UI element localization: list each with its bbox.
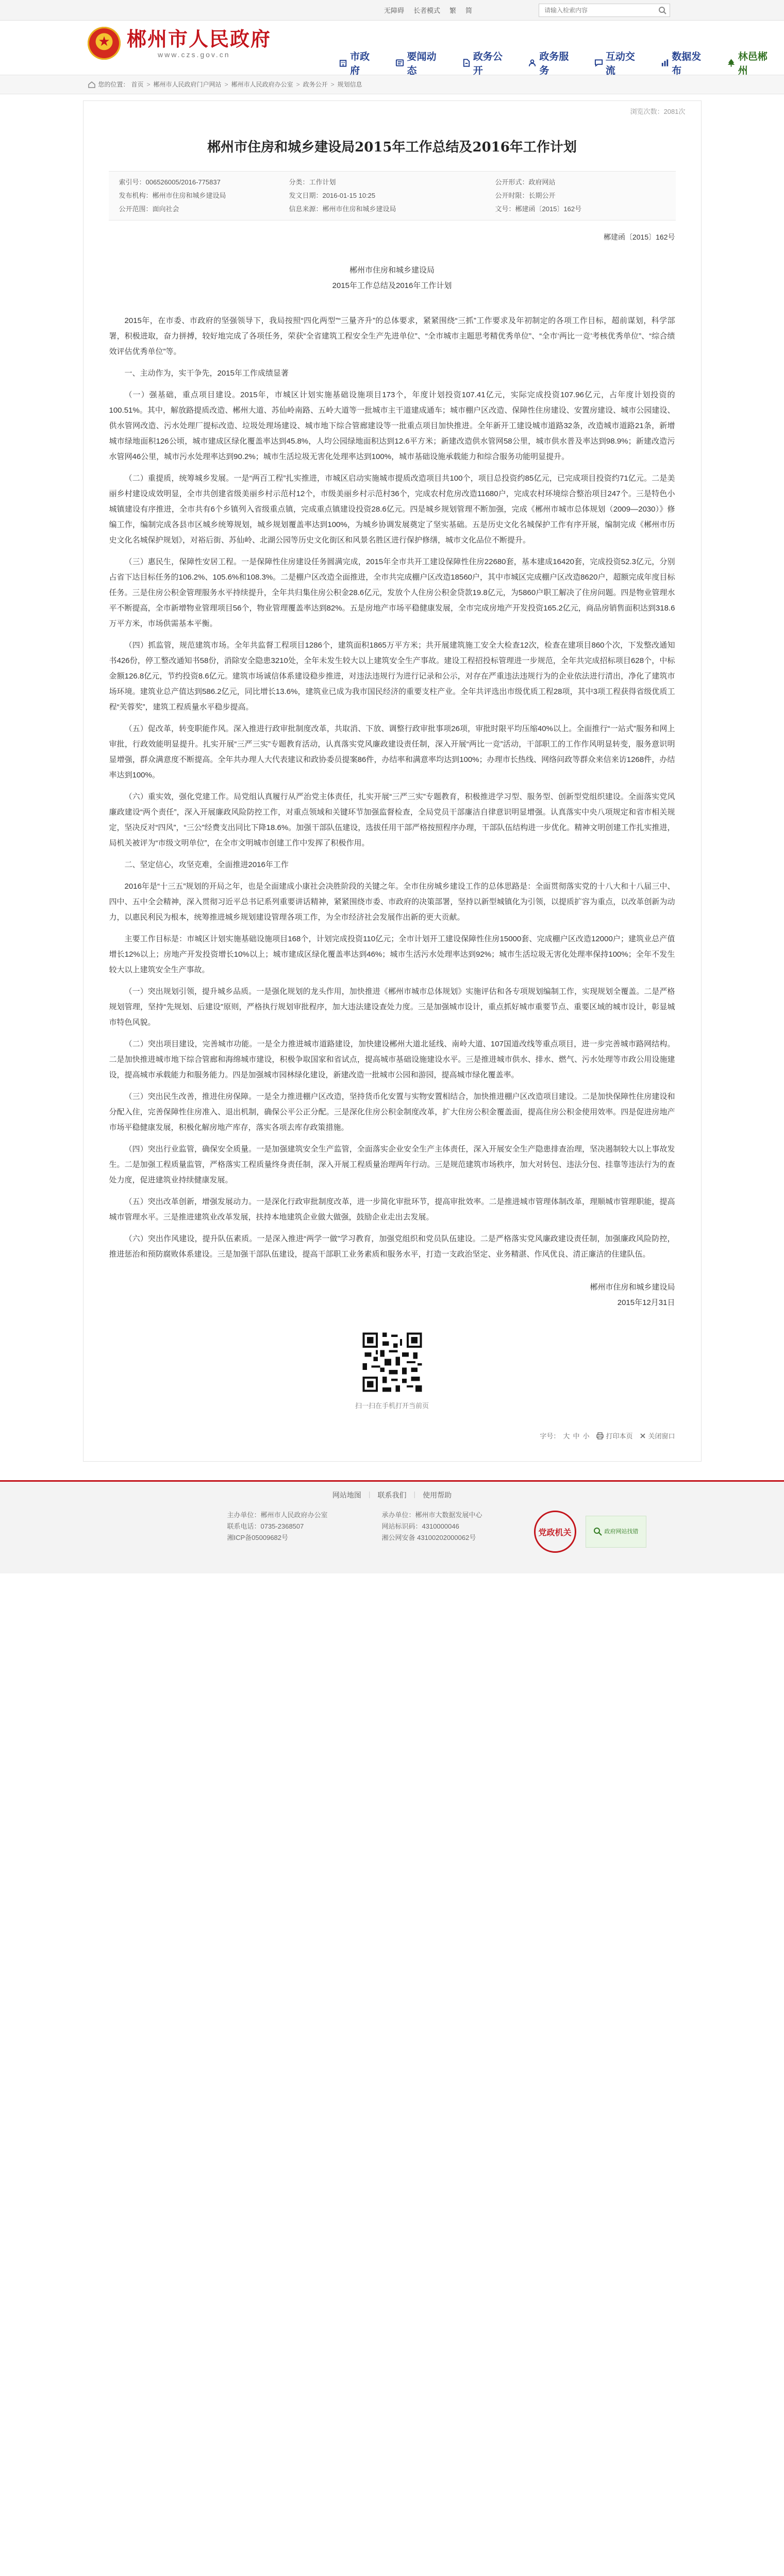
nav-government-affairs[interactable]: 政务公开: [453, 49, 519, 77]
meta-open-period: 公开时限：长期公开: [495, 192, 556, 199]
footer-info: [227, 1510, 537, 1544]
paragraph: （六）突出作风建设，提升队伍素质。一是深入推进“两学一做”学习教育，加强党组织和党员队伍建设。二是严格落实党风廉政建设责任制，加强廉政风险防控，推进惩治和预防腐败体系建设。三是加强干部队伍建设，提高干部职工业务素质和服务水平，打造一支政治坚定、业务精湛、作风优良、清正廉洁的住建队伍。: [109, 1234, 675, 1259]
meta-open-form: 公开形式：政府网站: [495, 178, 556, 186]
article-tools: [84, 1410, 701, 1461]
party-government-badge[interactable]: 党政机关: [534, 1511, 576, 1553]
site-url: www.czs.gov.cn: [158, 50, 230, 59]
breadcrumb-bar: [0, 75, 784, 94]
nav-data-release[interactable]: 数据发布: [652, 49, 718, 77]
paragraph: （五）突出改革创新，增强发展动力。一是深化行政审批制度改革，进一步简化审批环节，提高审批效率。二是推进城市管理体制改革，理顺城市管理职能，提高城市管理水平。三是推进建筑业改革发展，扶持本地建筑企业做大做强，鼓励企业走出去发展。: [109, 1197, 675, 1222]
site-logo[interactable]: [88, 27, 271, 60]
view-count: 浏览次数：2081次: [630, 108, 686, 115]
search-icon: [658, 6, 666, 14]
meta-source: 信息来源：郴州市住房和城乡建设局: [289, 205, 396, 213]
meta-publisher: 发布机构：郴州市住房和城乡建设局: [119, 192, 226, 199]
meta-index-no: 索引号：006526005/2016-775837: [119, 178, 221, 186]
icp-record[interactable]: 湘ICP备05009682号: [227, 1534, 289, 1541]
meta-doc-no: 文号：郴建函〔2015〕162号: [495, 205, 582, 213]
breadcrumb-item[interactable]: 首页: [131, 81, 144, 88]
search-button[interactable]: [655, 4, 670, 16]
signature-organization: 郴州市住房和城乡建设局: [590, 1283, 675, 1292]
article-body: [84, 263, 701, 1410]
article-title: 郴州市住房和城乡建设局2015年工作总结及2016年工作计划: [207, 140, 577, 155]
section-heading: 一、主动作为，实干争先，2015年工作成绩显著: [124, 369, 289, 378]
paragraph: （一）强基础，重点项目建设。2015年，市城区计划实施基础设施项目173个，年度计划投资107.41亿元，实际完成投资107.96亿元，占年度计划投资的100.51%。其中，解放路提质改造、郴州大道、苏仙岭南路、五岭大道等一批城市主干道建成通车；城市棚户区改造、保障性住房建设、安置房建设、城市公园建设、供水管网改造、污水处理厂提标改造、垃圾处理场建设、城市地下综合管廊建设等一批重点项目加快推进。全年新开工建设城市道路32条，改造城市道路21条，新增城市绿地面积126公顷，城市建成区绿化覆盖率达到45.8%，人均公园绿地面积达到12.6平方米；新建改造供水管网58公里，城市供水普及率达到98.9%；新建改造污水管网46公里，城市污水处理率达到90.2%；城市生活垃圾无害化处理率达到100%，城市基础设施承载能力和综合服务功能明显提升。: [109, 391, 675, 461]
sponsor-unit: 主办单位：郴州市人民政府办公室: [227, 1511, 328, 1519]
site-footer: [0, 1480, 784, 1573]
accessibility-link[interactable]: 无障碍: [384, 7, 405, 14]
breadcrumb: [83, 75, 702, 94]
building-icon: [339, 58, 347, 67]
article-subtitle: 2015年工作总结及2016年工作计划: [332, 281, 452, 290]
chevron-right-icon: >: [296, 81, 300, 88]
font-size-medium-button[interactable]: 中: [573, 1432, 580, 1440]
paragraph: （六）重实效，强化党建工作。局党组认真履行从严治党主体责任，扎实开展“三严三实”专题教育，积极推进学习型、服务型、创新型党组织建设。全面落实党风廉政建设“两个责任”，深入开展廉政风险防控工作，对重点领域和关键环节加强监督检查，全局党员干部廉洁自律意识明显增强。认真落实中央八项规定和省市相关规定，坚决反对“四风”，“三公”经费支出同比下降18.6%。加强干部队伍建设，选拔任用干部严格按照程序办理，干部队伍结构进一步优化。精神文明创建工作扎实推进，局机关被评为“市级文明单位”，在全市文明城市创建工作中发挥了积极作用。: [109, 792, 675, 848]
qr-scan-hint: 扫一扫在手机打开当前页: [355, 1402, 429, 1410]
document-number: 郴建函〔2015〕162号: [603, 233, 675, 241]
data-icon: [660, 58, 669, 67]
service-icon: [528, 58, 537, 67]
meta-category: 分类：工作计划: [289, 178, 336, 186]
paragraph: （五）促改革，转变职能作风。深入推进行政审批制度改革，共取消、下放、调整行政审批事项26项，审批时限平均压缩40%以上。全面推行“一站式”服务和网上审批，行政效能明显提升。扎实开展“三严三实”专题教育活动，认真落实党风廉政建设责任制，深入开展“两比一竞”活动，干部职工的工作作风明显转变，服务意识明显增强，群众满意度不断提高。全年共办理人大代表建议和政协委员提案86件，办结率和满意率均达到100%；办理市长热线、网络问政等群众来信来访1268件，办结率达到100%。: [109, 724, 675, 779]
magnifier-icon: [593, 1527, 603, 1536]
printer-icon: [596, 1432, 604, 1439]
paragraph: 2015年，在市委、市政府的坚强领导下，我局按照“四化两型”“三量齐升”的总体要求，紧紧围绕“三抓”工作要求及年初制定的各项工作目标，超前谋划，科学部署，积极进取，奋力拼搏，较好地完成了各项任务，荣获“全省建筑工程安全生产先进单位”、“全市城市主题思考精优秀单位”、“全市‘两比一竞’考核优秀单位”、“综合绩效评估优秀单位”等。: [109, 316, 675, 356]
elder-mode-link[interactable]: 长者模式: [413, 7, 441, 14]
article-container: [83, 100, 702, 1462]
chevron-right-icon: >: [224, 81, 228, 88]
report-error-badge[interactable]: 政府网站找错: [586, 1516, 646, 1548]
nav-linyi-chenzhou[interactable]: 林邑郴州: [718, 49, 784, 77]
operator-unit: 承办单位：郴州市大数据发展中心: [381, 1511, 482, 1519]
chat-icon: [594, 58, 603, 67]
print-button[interactable]: 打印本页: [596, 1431, 632, 1440]
paragraph: 2016年是“十三五”规划的开局之年，也是全面建成小康社会决胜阶段的关键之年。全市住房城乡建设工作的总体思路是：全面贯彻落实党的十八大和十八届三中、四中、五中全会精神，深入贯彻习近平总书记系列重要讲话精神，紧紧围绕市委、市政府的决策部署，坚持以新型城镇化为引领，以提质扩容为重点，以改革创新为动力，以惠民利民为根本，统筹推进城乡规划建设管理各项工作，为全市经济社会发展作出新的更大贡献。: [109, 882, 675, 922]
article-meta: [109, 171, 676, 221]
footer-links: 网站地图 | 联系我们 | 使用帮助: [332, 1490, 452, 1499]
top-bar: [0, 0, 784, 21]
paragraph: （四）突出行业监管，确保安全质量。一是加强建筑安全生产监管，全面落实企业安全生产主体责任，深入开展安全生产隐患排查治理，坚决遏制较大以上事故发生。二是加强工程质量监管，严格落实工程质量终身责任制，深入开展工程质量治理两年行动。三是规范建筑市场秩序，加大对转包、违法分包、挂靠等违法行为的查处力度，促进建筑业持续健康发展。: [109, 1145, 675, 1184]
paragraph: 主要工作目标是：市城区计划实施基础设施项目168个，计划完成投资110亿元；全市计划开工建设保障性住房15000套、完成棚户区改造12000户；建筑业总产值增长12%以上；房地产开发投资增长10%以上；城市建成区绿化覆盖率达到46%；城市生活污水处理率达到92%；城市生活垃圾无害化处理率保持100%；全年不发生较大以上建筑安全生产事故。: [109, 935, 675, 974]
breadcrumb-item[interactable]: 政务公开: [303, 81, 328, 88]
breadcrumb-item[interactable]: 郴州市人民政府门户网站: [153, 81, 222, 88]
font-size-small-button[interactable]: 小: [582, 1432, 590, 1440]
police-record[interactable]: 湘公网安备 43100202000062号: [381, 1534, 476, 1541]
paragraph: （四）抓监管，规范建筑市场。全年共监督工程项目1286个，建筑面积1865万平方米；共开展建筑施工安全大检查12次，检查在建项目860个次，下发整改通知书426份，停工整改通知书58份，消除安全隐患3210处，全年未发生较大以上建筑安全生产事故。建设工程招投标管理进一步规范，全年共完成招标项目628个，中标金额126.8亿元，节约投资8.6亿元。建筑市场诚信体系建设稳步推进，对违法违规行为进行记录和公示，对存在严重违法违规行为的企业依法进行清出，净化了建筑市场环境。建筑业总产值达到586.2亿元，同比增长13.6%，建筑业已成为我市国民经济的重要支柱产业。全年共评选出市级优质工程28项，其中3项工程获得省级优质工程“芙蓉奖”，建筑工程质量水平稳步提高。: [109, 641, 675, 711]
help-link[interactable]: 使用帮助: [423, 1491, 452, 1499]
breadcrumb-item[interactable]: 规划信息: [337, 81, 362, 88]
tree-icon: [727, 58, 736, 67]
qr-code-icon: [360, 1330, 424, 1394]
nav-government-services[interactable]: 政务服务: [519, 49, 585, 77]
paragraph: （二）重提质，统筹城乡发展。一是“两百工程”扎实推进，市城区启动实施城市提质改造项目共100个，项目总投资约85亿元，已完成项目投资约71亿元。二是美丽乡村建设成效明显，全市共创建省级美丽乡村示范村12个，市级美丽乡村示范村36个，完成农村危房改造11680户，完成农村环境综合整治项目247个。三是特色小城镇建设有序推进，全市共有6个乡镇列入省级重点镇，完成重点镇建设投资28.6亿元。四是城乡规划管理不断加强，完成《郴州市城市总体规划（2009—2030）》修编工作，编制完成各县市区城乡统筹规划，城乡规划覆盖率达到100%，为城乡协调发展奠定了坚实基础。五是历史文化名城保护工作有序开展，编制完成《郴州市历史文化名城保护规划》，对裕后街、苏仙岭、北湖公园等历史文化街区和风景名胜区进行保护修缮，城市文化品位不断提升。: [109, 474, 675, 545]
traditional-chinese-link[interactable]: 繁: [449, 7, 457, 14]
news-icon: [395, 58, 404, 67]
contact-phone: 联系电话：0735-2368507: [227, 1522, 304, 1530]
font-size-large-button[interactable]: 大: [563, 1432, 570, 1440]
meta-open-scope: 公开范围：面向社会: [119, 205, 179, 213]
site-header: [0, 21, 784, 75]
close-icon: [640, 1433, 646, 1439]
nav-city-government[interactable]: 市政府: [330, 49, 387, 77]
breadcrumb-prefix: 您的位置：: [98, 81, 129, 88]
site-search: [539, 4, 670, 17]
contact-us-link[interactable]: 联系我们: [377, 1491, 407, 1499]
home-icon: [88, 81, 95, 88]
site-title: 郴州市人民政府: [127, 27, 272, 50]
document-icon: [462, 58, 471, 67]
paragraph: （二）突出项目建设，完善城市功能。一是全力推进城市道路建设，加快建设郴州大道北延线、南岭大道、107国道改线等重点项目，进一步完善城市路网结构。二是加快推进城市地下综合管廊和海绵城市建设，积极争取国家和省试点，提高城市基础设施建设水平。三是推进城市供水、排水、燃气、污水处理等市政公用设施建设，提高城市承载能力和服务能力。四是加强城市园林绿化建设，新建改造一批城市公园和游园，提高城市绿化覆盖率。: [109, 1040, 675, 1079]
simplified-chinese-link[interactable]: 简: [465, 7, 473, 14]
paragraph: （三）惠民生，保障性安居工程。一是保障性住房建设任务圆满完成，2015年全市共开工建设保障性住房22680套，基本建成16420套，完成投资52.3亿元，分别占省下达目标任务的106.2%、105.6%和108.3%。二是棚户区改造全面推进，全市共完成棚户区改造18560户，其中市城区完成棚户区改造8620户，超额完成年度目标任务。三是住房公积金管理服务水平持续提升，全年共归集住房公积金28.6亿元，发放个人住房公积金贷款19.8亿元，为5860户职工解决了住房问题。四是物业管理水平不断提高，全市新增物业管理项目56个，物业管理覆盖率达到82%。五是房地产市场平稳健康发展，全市完成房地产开发投资165.2亿元，商品房销售面积达到318.6万平方米，市场供需基本平衡。: [109, 557, 675, 628]
issuing-organization: 郴州市住房和城乡建设局: [349, 266, 435, 275]
font-size-label: 字号：: [540, 1432, 560, 1440]
sitemap-link[interactable]: 网站地图: [332, 1491, 361, 1499]
close-window-button[interactable]: 关闭窗口: [640, 1431, 675, 1440]
section-heading: 二、坚定信心，攻坚克难，全面推进2016年工作: [124, 860, 289, 869]
nav-news[interactable]: 要闻动态: [387, 49, 453, 77]
search-input[interactable]: [539, 4, 655, 16]
nav-interaction[interactable]: 互动交流: [586, 49, 652, 77]
meta-issue-date: 发文日期：2016-01-15 10:25: [289, 192, 376, 199]
chevron-right-icon: >: [146, 81, 151, 88]
paragraph: （一）突出规划引领，提升城乡品质。一是强化规划的龙头作用，加快推进《郴州市城市总体规划》实施评估和各专项规划编制工作，实现规划全覆盖。二是严格规划管理，坚持“先规划、后建设”原则，严格执行规划审批程序，加大违法建设查处力度。三是加强城市设计，重点抓好城市重要节点、重要区域的城市设计，彰显城市特色风貌。: [109, 987, 675, 1027]
font-size-control: [540, 1431, 589, 1440]
site-id-code: 网站标识码：4310000046: [381, 1522, 459, 1530]
national-emblem-icon: [88, 27, 121, 60]
chevron-right-icon: >: [330, 81, 335, 88]
signature-date: 2015年12月31日: [617, 1298, 675, 1307]
paragraph: （三）突出民生改善，推进住房保障。一是全力推进棚户区改造，坚持货币化安置与实物安置相结合，加快推进棚户区改造项目建设。二是加快保障性住房建设和分配入住，完善保障性住房准入、退出机制，确保公平公正分配。三是深化住房公积金制度改革，扩大住房公积金覆盖面，提高住房公积金使用效率。四是促进房地产市场平稳健康发展，积极化解房地产库存，落实各项去库存政策措施。: [109, 1092, 675, 1132]
breadcrumb-item[interactable]: 郴州市人民政府办公室: [231, 81, 293, 88]
main-nav: [330, 49, 784, 77]
top-links: [384, 5, 472, 15]
